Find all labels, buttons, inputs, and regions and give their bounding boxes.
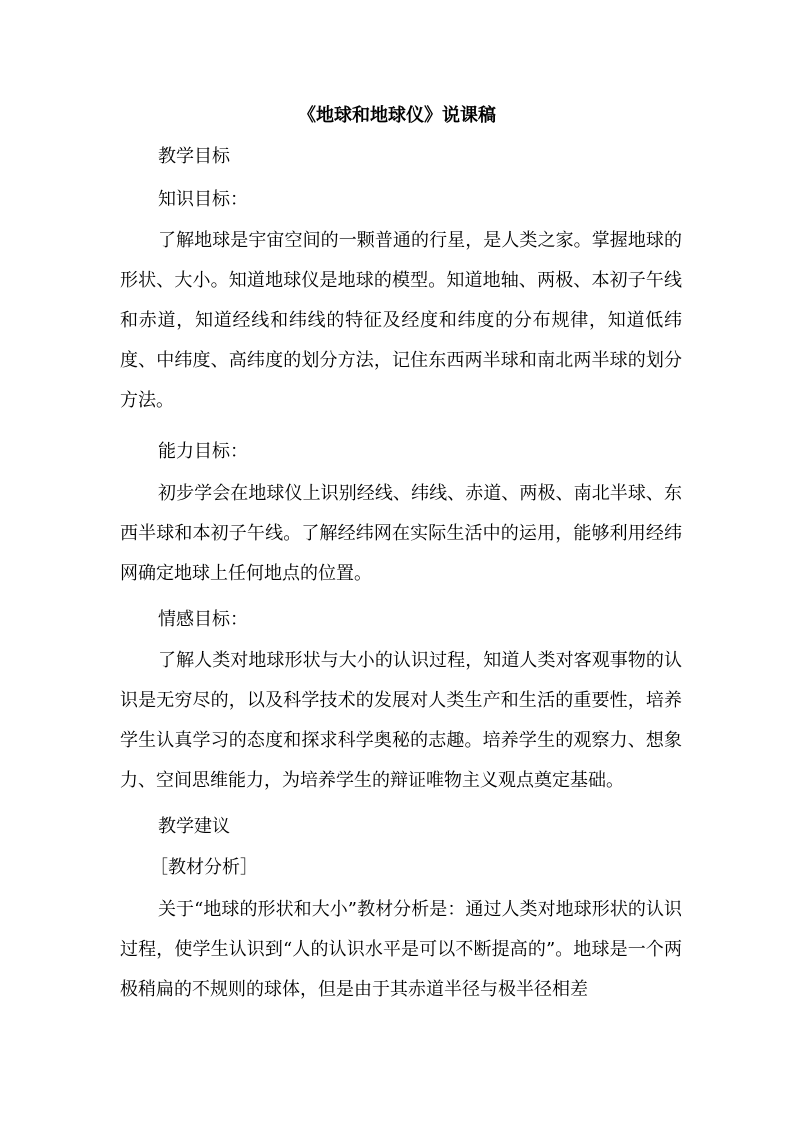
subheading-textbook-analysis: ［教材分析］ [150, 857, 258, 878]
subheading-emotion-goals: 情感目标： [158, 609, 248, 630]
subheading-knowledge-goals: 知识目标： [158, 189, 248, 210]
subheading-ability-goals: 能力目标： [158, 441, 248, 462]
paragraph-textbook-analysis: 关于“地球的形状和大小”教材分析是：通过人类对地球形状的认识过程，使学生认识到“人的认识水平是可以不断提高的”。地球是一个两极稍扁的不规则的球体，但是由于其赤道半径与极半径相差 [120, 899, 682, 1000]
paragraph-knowledge-goals: 了解地球是宇宙空间的一颗普通的行星，是人类之家。掌握地球的形状、大小。知道地球仪是地球的模型。知道地轴、两极、本初子午线和赤道，知道经线和纬线的特征及经度和纬度的分布规律，知道低纬度、中纬度、高纬度的划分方法，记住东西两半球和南北两半球的划分方法。 [120, 230, 682, 411]
section-heading-teaching-suggestions: 教学建议 [158, 816, 230, 837]
document-title: 《地球和地球仪》说课稿 [298, 105, 496, 126]
paragraph-ability-goals: 初步学会在地球仪上识别经线、纬线、赤道、两极、南北半球、东西半球和本初子午线。了解经纬网在实际生活中的运用，能够利用经纬网确定地球上任何地点的位置。 [120, 483, 682, 584]
paragraph-emotion-goals: 了解人类对地球形状与大小的认识过程，知道人类对客观事物的认识是无穷尽的，以及科学技术的发展对人类生产和生活的重要性，培养学生认真学习的态度和探求科学奥秘的志趣。培养学生的观察力、想象力、空间思维能力，为培养学生的辩证唯物主义观点奠定基础。 [120, 650, 682, 791]
section-heading-teaching-goals: 教学目标 [158, 146, 230, 167]
